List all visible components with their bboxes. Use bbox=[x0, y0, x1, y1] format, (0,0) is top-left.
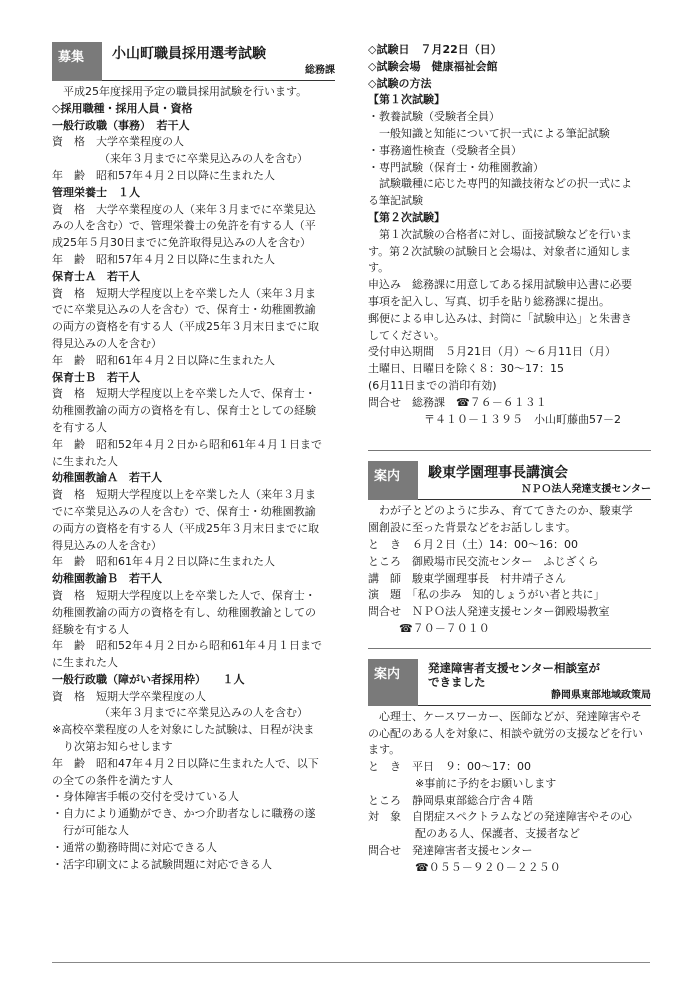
subheading: ◇採用職種・採用人員・資格 bbox=[52, 101, 193, 115]
article-title: 発達障害者支援センター相談室が bbox=[428, 660, 601, 675]
lecture-header bbox=[368, 461, 651, 500]
stage-heading: 【第１次試験】 bbox=[368, 93, 445, 107]
article-department: ＮＰＯ法人発達支援センター bbox=[521, 484, 651, 496]
bullet-item: ・教養試験（受験者全員） bbox=[368, 110, 500, 124]
right-column bbox=[368, 42, 651, 877]
text-line: ※事前に予約をお願いします bbox=[415, 776, 557, 790]
text-line: 受付申込期間 ５月21日（月）～６月11日（月） bbox=[368, 345, 616, 359]
recruitment-header bbox=[52, 42, 335, 81]
text-line: 資 格 短期大学卒業程度の人 bbox=[52, 689, 206, 703]
text-line: 郵便による申し込みは、封筒に「試験申込」と朱書き bbox=[368, 311, 632, 325]
text-line: 成25年５月30日までに免許取得見込みの人を含む） bbox=[52, 236, 311, 250]
text-line: ます。 bbox=[368, 743, 401, 757]
text-line: でに卒業見込みの人を含む）で、保育士・幼稚園教諭 bbox=[52, 303, 316, 317]
text-line: 資 格 短期大学程度以上を卒業した人で、保育士・ bbox=[52, 588, 316, 602]
text-line: 資 格 短期大学程度以上を卒業した人で、保育士・ bbox=[52, 387, 316, 401]
bullet-item: ・専門試験（保育士・幼稚園教諭） bbox=[368, 160, 544, 174]
text-line: 配のある人、保護者、支援者など bbox=[415, 827, 580, 841]
text-line: に生まれた人 bbox=[52, 656, 118, 670]
address-line: 〒４１０－１３９５ 小山町藤曲57－2 bbox=[424, 412, 621, 426]
text-line: 資 格 短期大学程度以上を卒業した人（来年３月ま bbox=[52, 488, 316, 502]
text-line: 経験を有する人 bbox=[52, 622, 129, 636]
text-line: でに卒業見込みの人を含む）で、保育士・幼稚園教諭 bbox=[52, 504, 316, 518]
text-line: 資 格 短期大学程度以上を卒業した人（来年３月ま bbox=[52, 286, 316, 300]
text-line: 年 齢 昭和61年４月２日以降に生まれた人 bbox=[52, 555, 275, 569]
support-header bbox=[368, 659, 651, 706]
text-line: 行が可能な人 bbox=[63, 824, 129, 838]
job-heading: 一般行政職（事務） 若干人 bbox=[52, 118, 190, 132]
text-line: ところ 御殿場市民交流センター ふじざくら bbox=[368, 554, 599, 568]
text-line: ところ 静岡県東部総合庁舎４階 bbox=[368, 793, 533, 807]
contact-line: 問合せ 総務課 ☎７６－６１３１ bbox=[368, 395, 547, 409]
bullet-item: ・自力により通勤ができ、かつ介助者なしに職務の遂 bbox=[52, 807, 316, 821]
text-line: の両方の資格を有する人（平成25年３月末日までに取 bbox=[52, 320, 319, 334]
job-heading: 一般行政職（障がい者採用枠） １人 bbox=[52, 672, 245, 686]
recruitment-body bbox=[52, 84, 335, 873]
contact-line: 問合せ 発達障害者支援センター bbox=[368, 844, 533, 858]
text-line: ※高校卒業程度の人を対象にした試験は、日程が決ま bbox=[52, 723, 315, 737]
text-line: 演 題 「私の歩み 知的しょうがい者と共に」 bbox=[368, 588, 605, 602]
text-line: 年 齢 昭和52年４月２日から昭和61年４月１日まで bbox=[52, 437, 322, 451]
bullet-item: ・活字印刷文による試験問題に対応できる人 bbox=[52, 857, 272, 871]
job-heading: 管理栄養士 １人 bbox=[52, 185, 140, 199]
text-line: 幼稚園教諭の両方の資格を有し、保育士としての経験 bbox=[52, 404, 316, 418]
exam-method: ◇試験の方法 bbox=[368, 76, 432, 90]
text-line: る筆記試験 bbox=[368, 194, 423, 208]
bullet-item: ・事務適性検査（受験者全員） bbox=[368, 143, 522, 157]
text-line: みの人を含む）で、管理栄養士の免許を有する人（平 bbox=[52, 219, 316, 233]
phone-line: ☎０５５－９２０－２２５０ bbox=[415, 860, 561, 874]
exam-date: ◇試験日 ７月22日（日） bbox=[368, 43, 502, 56]
text-line: 幼稚園教諭の両方の資格を有し、幼稚園教諭としての bbox=[52, 605, 316, 619]
text-line: （来年３月までに卒業見込みの人を含む） bbox=[99, 706, 308, 720]
text-line: 講 師 駿東学園理事長 村井靖子さん bbox=[368, 571, 566, 585]
text-line: (6月11日までの消印有効) bbox=[368, 378, 497, 392]
text-line: 事項を記入し、写真、切手を貼り総務課に提出。 bbox=[368, 294, 610, 308]
text-line: 資 格 大学卒業程度の人 bbox=[52, 135, 184, 149]
left-column bbox=[52, 42, 335, 873]
text-line: 得見込みの人を含む） bbox=[52, 336, 162, 350]
text-line: してください。 bbox=[368, 328, 445, 342]
bullet-item: ・身体障害手帳の交付を受けている人 bbox=[52, 790, 239, 804]
article-title-line2: できました bbox=[428, 674, 486, 689]
stage-heading: 【第２次試験】 bbox=[368, 210, 445, 224]
section-tag: 募集 bbox=[52, 42, 102, 81]
job-heading: 保育士Ａ 若干人 bbox=[52, 269, 140, 283]
text-line: 年 齢 昭和47年４月２日以降に生まれた人で、以下 bbox=[52, 756, 319, 770]
section-tag: 案内 bbox=[368, 461, 418, 500]
text-line: す。第２次試験の試験日と会場は、対象者に通知しま bbox=[368, 244, 632, 258]
text-line: 年 齢 昭和57年４月２日以降に生まれた人 bbox=[52, 168, 275, 182]
header-body bbox=[102, 42, 335, 81]
bullet-item: ・通常の勤務時間に対応できる人 bbox=[52, 840, 217, 854]
text-line: 対 象 自閉症スペクトラムなどの発達障害やその心 bbox=[368, 810, 632, 824]
text-line: す。 bbox=[368, 261, 390, 275]
text-line: （来年３月までに卒業見込みの人を含む） bbox=[99, 152, 308, 166]
support-center-section bbox=[368, 659, 651, 877]
text-line: の両方の資格を有する人（平成25年３月末日までに取 bbox=[52, 521, 319, 535]
text-line: 園創設に至った背景などをお話しします。 bbox=[368, 521, 577, 535]
article-department: 静岡県東部地域政策局 bbox=[551, 689, 651, 701]
job-heading: 幼稚園教諭Ｂ 若干人 bbox=[52, 572, 162, 586]
text-line: 土曜日、日曜日を除く８：30～17：15 bbox=[368, 362, 564, 376]
header-body bbox=[418, 461, 651, 500]
text-line: 年 齢 昭和57年４月２日以降に生まれた人 bbox=[52, 252, 275, 266]
text-line: 得見込みの人を含む） bbox=[52, 538, 162, 552]
text-line: 一般知識と知能について択一式による筆記試験 bbox=[379, 126, 610, 140]
header-body bbox=[418, 659, 651, 706]
text-line: と き ６月２日（土）14：00～16：00 bbox=[368, 537, 578, 551]
article-title: 駿東学園理事長講演会 bbox=[428, 465, 568, 482]
text-line: の心配のある人を対象に、相談や就労の支援などを行い bbox=[368, 726, 643, 740]
article-title: 小山町職員採用選考試験 bbox=[112, 46, 266, 62]
text-line: を有する人 bbox=[52, 420, 107, 434]
job-heading: 保育士Ｂ 若干人 bbox=[52, 370, 140, 384]
text-line: 申込み 総務課に用意してある採用試験申込書に必要 bbox=[368, 278, 632, 292]
text-line: 第１次試験の合格者に対し、面接試験などを行いま bbox=[368, 227, 632, 241]
lecture-section bbox=[368, 461, 651, 637]
exam-venue: ◇試験会場 健康福祉会館 bbox=[368, 59, 498, 73]
phone-line: ☎７０－７０１０ bbox=[399, 621, 490, 635]
article-department: 総務課 bbox=[305, 65, 335, 76]
text-line: 試験職種に応じた専門的知識技術などの択一式によ bbox=[379, 177, 632, 191]
text-line: 年 齢 昭和52年４月２日から昭和61年４月１日まで bbox=[52, 639, 322, 653]
exam-details bbox=[368, 42, 651, 428]
page-bottom-rule bbox=[52, 962, 650, 963]
text-line: と き 平日 ９：00～17：00 bbox=[368, 760, 531, 774]
text-line: 資 格 大学卒業程度の人（来年３月までに卒業見込 bbox=[52, 202, 316, 216]
job-heading: 幼稚園教諭Ａ 若干人 bbox=[52, 471, 162, 485]
text-line: り次第お知らせします bbox=[63, 740, 173, 754]
text-line: に生まれた人 bbox=[52, 454, 118, 468]
text-line: 心理士、ケースワーカー、医師などが、発達障害やそ bbox=[368, 709, 642, 723]
text-line: わが子とどのように歩み、育ててきたのか、駿東学 bbox=[368, 504, 633, 518]
contact-line: 問合せ ＮＰＯ法人発達支援センター御殿場教室 bbox=[368, 605, 610, 619]
text-line: の全ての条件を満たす人 bbox=[52, 773, 173, 787]
section-tag: 案内 bbox=[368, 659, 418, 706]
text-line: 年 齢 昭和61年４月２日以降に生まれた人 bbox=[52, 353, 275, 367]
intro-text: 平成25年度採用予定の職員採用試験を行います。 bbox=[52, 85, 308, 98]
